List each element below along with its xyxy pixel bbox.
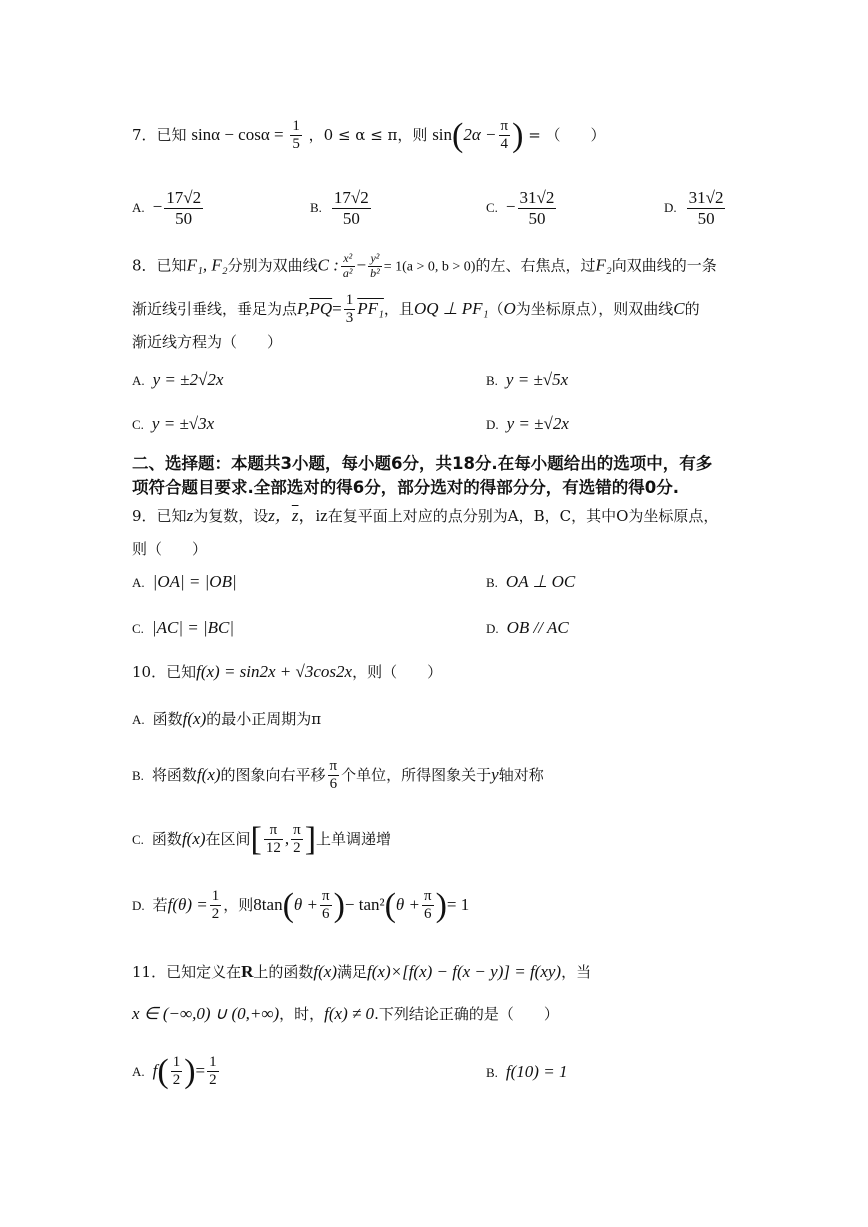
q7-option-c[interactable]	[486, 188, 558, 228]
fraction	[518, 188, 557, 228]
numerator: π	[320, 888, 332, 906]
answer-blank: = （ ）	[528, 125, 606, 144]
left-paren: (	[384, 886, 396, 924]
numerator: 17√2	[333, 188, 369, 207]
option-label: A.	[132, 373, 145, 388]
fraction	[291, 822, 303, 858]
question-text: 的左、右焦点，过	[475, 256, 596, 275]
question-8-line-3: 渐近线方程为（ ）	[132, 333, 283, 351]
math-expression: f(x)	[313, 962, 337, 981]
math-expression: C	[673, 298, 685, 318]
fraction	[422, 888, 434, 924]
q11-option-b[interactable]	[486, 1062, 567, 1082]
fraction	[341, 252, 355, 281]
question-9-line-2: 则（ ）	[132, 540, 208, 558]
question-11-line-2	[132, 1004, 559, 1024]
math-expression: θ +	[395, 894, 420, 914]
left-paren: (	[282, 886, 294, 924]
condition-text: ，0 ≤ α ≤ π，则	[308, 125, 428, 144]
denominator: 12	[265, 840, 281, 857]
math-expression: F₂	[595, 255, 612, 275]
numerator: π	[328, 758, 340, 776]
q9-option-b[interactable]	[486, 572, 575, 592]
section-heading-line-1: 二、选择题：本题共3小题，每小题6分，共18分.在每小题给出的选项中，有多	[132, 454, 713, 473]
variable-z: z	[186, 506, 194, 525]
option-text: 个单位，所得图象关于	[341, 765, 492, 784]
option-text: 的图象向右平移	[220, 765, 326, 784]
math-expression: |AC| = |BC|	[151, 618, 235, 637]
question-9-line-1	[132, 506, 718, 526]
numerator: π	[291, 822, 303, 840]
question-10	[132, 662, 442, 682]
option-label: D.	[486, 621, 499, 636]
numerator: π	[422, 888, 434, 906]
denominator: 50	[342, 208, 360, 228]
option-label: C.	[132, 831, 144, 847]
option-label: C.	[486, 200, 498, 216]
option-label: A.	[132, 712, 145, 727]
q9-option-c[interactable]	[132, 618, 234, 638]
fraction	[368, 252, 382, 281]
q9-option-a[interactable]	[132, 572, 237, 592]
fraction	[499, 118, 511, 154]
question-number: 11．	[132, 963, 167, 981]
option-label: B.	[310, 200, 322, 216]
left-bracket: [	[250, 820, 262, 858]
math-expression: y = ±√5x	[505, 370, 569, 389]
math-expression: y = ±2√2x	[152, 370, 224, 389]
option-text: 轴对称	[498, 765, 544, 784]
fraction	[687, 188, 726, 228]
q7-option-a[interactable]	[132, 188, 205, 228]
left-paren: (	[452, 116, 464, 154]
question-text: ，则（ ）	[352, 663, 443, 681]
question-text: 上的函数	[253, 963, 314, 981]
question-number: 9．	[132, 507, 157, 525]
option-label: D.	[132, 897, 145, 913]
numerator: 1	[210, 888, 222, 906]
math-expression: y = ±√3x	[151, 414, 215, 433]
numerator: x²	[341, 252, 355, 267]
left-paren: (	[157, 1052, 169, 1090]
question-text: 为复数，设	[193, 507, 269, 525]
option-text: 函数	[152, 710, 183, 728]
right-paren: )	[512, 116, 524, 154]
question-7	[132, 118, 606, 154]
fraction	[290, 118, 302, 154]
fraction	[328, 758, 340, 794]
math-expression: C :	[317, 255, 339, 275]
option-text: ，则	[223, 895, 254, 914]
q8-option-d[interactable]	[486, 414, 569, 434]
question-text: 分别为双曲线	[227, 256, 318, 275]
denominator: 50	[528, 208, 546, 228]
fraction	[171, 1054, 183, 1090]
q8-option-a[interactable]	[132, 370, 223, 390]
math-expression: |OA| = |OB|	[152, 572, 237, 591]
right-paren: )	[333, 886, 345, 924]
option-text: 的最小正周期为π	[206, 710, 322, 728]
denominator: 2	[209, 1072, 217, 1089]
numerator: π	[499, 118, 511, 136]
sign: −	[505, 197, 516, 217]
option-label: A.	[132, 575, 145, 590]
question-text: .下列结论正确的是（ ）	[374, 1005, 559, 1023]
fraction	[332, 188, 371, 228]
question-text: 渐近线引垂线，垂足为点	[132, 299, 298, 318]
fraction	[320, 888, 332, 924]
q8-option-b[interactable]	[486, 370, 568, 390]
question-8-line-2	[132, 292, 700, 328]
q10-option-b[interactable]	[132, 758, 544, 794]
denominator: a²	[342, 265, 353, 280]
right-bracket: ]	[304, 820, 317, 858]
math-expression: f(x)	[182, 709, 207, 728]
real-numbers-symbol: R	[241, 962, 254, 981]
option-label: B.	[132, 767, 144, 783]
sign: −	[152, 197, 163, 217]
question-text: 已知	[166, 663, 197, 681]
q11-option-a[interactable]	[132, 1054, 221, 1090]
denominator: b²	[370, 265, 380, 280]
numerator: 31√2	[519, 188, 555, 207]
question-text: ，当	[561, 963, 592, 981]
math-expression: = 1	[446, 894, 470, 914]
numerator: π	[264, 822, 283, 840]
numerator: 1	[344, 292, 356, 310]
option-label: C.	[132, 621, 144, 636]
question-number: 8．	[132, 256, 157, 275]
denominator: 5	[292, 136, 300, 153]
q10-option-c[interactable]: C. 函数f(x)在区间[ $\frac{\pi}{12}$ , $\frac{\pi}{2}$ ]上单调递增	[132, 820, 392, 858]
fraction	[164, 188, 203, 228]
option-label: A.	[132, 200, 145, 216]
vector-pf1: PF₁	[357, 298, 384, 318]
math-expression: P,	[297, 298, 310, 318]
variable-z-conjugate: $\overline{z}$	[291, 506, 299, 525]
math-expression: 8tan	[253, 894, 283, 914]
numerator: 1	[171, 1054, 183, 1072]
variable-z: z，	[268, 506, 292, 525]
math-expression: f(θ) =	[167, 894, 208, 914]
math-expression: f(x)	[181, 828, 206, 848]
right-paren: )	[435, 886, 447, 924]
question-text: 已知定义在	[166, 963, 242, 981]
option-label: A.	[132, 1063, 145, 1079]
math-expression: f(x) ≠ 0	[324, 1004, 375, 1023]
q10-option-d[interactable]	[132, 888, 469, 924]
question-text: 的	[684, 299, 700, 318]
fraction	[264, 822, 283, 858]
sin-function: sin	[432, 124, 453, 144]
denominator: 3	[345, 310, 354, 327]
math-expression: O	[503, 298, 516, 318]
question-text: 向双曲线的一条	[611, 256, 717, 275]
denominator: 2	[293, 840, 301, 857]
functional-equation: f(x)×[f(x) − f(x − y)] = f(xy)	[367, 962, 562, 981]
question-text: 满足	[337, 963, 368, 981]
math-expression: θ +	[293, 894, 318, 914]
denominator: 4	[500, 136, 509, 153]
math-expression: sinα − cosα =	[191, 124, 284, 144]
option-label: B.	[486, 575, 498, 590]
variable-y: y	[491, 764, 499, 784]
domain-expression: x ∈ (−∞,0) ∪ (0,+∞)	[132, 1004, 280, 1023]
option-label: B.	[486, 1065, 498, 1080]
fraction	[210, 888, 222, 924]
math-expression: f(10) = 1	[505, 1062, 568, 1081]
q7-option-d[interactable]	[664, 188, 727, 228]
option-label: C.	[132, 417, 144, 432]
math-expression: OQ ⊥ PF₁	[413, 298, 489, 318]
numerator: y²	[368, 252, 382, 267]
math-expression: f(x)	[196, 764, 221, 784]
question-11-line-1	[132, 962, 591, 982]
question-text: 已知	[156, 507, 187, 525]
question-number: 10．	[132, 663, 167, 681]
numerator: 31√2	[688, 188, 724, 207]
question-text: 已知	[156, 125, 187, 144]
denominator: 50	[697, 208, 715, 228]
math-expression: OB // AC	[506, 618, 569, 637]
equals: =	[195, 1060, 206, 1080]
numerator: 1	[207, 1054, 219, 1072]
variable-iz: ，iz	[298, 506, 328, 525]
fraction	[344, 292, 356, 328]
question-text: 已知	[156, 256, 187, 275]
option-label: B.	[486, 373, 498, 388]
vector-pq: $\overline{PQ}$	[309, 298, 333, 318]
right-paren: )	[184, 1052, 196, 1090]
denominator: 6	[322, 906, 330, 923]
question-text: 为坐标原点），则双曲线	[515, 299, 674, 318]
section-heading-line-2: 项符合题目要求.全部选对的得6分，部分选对的得部分分，有选错的得0分.	[132, 478, 679, 497]
question-text: ，且	[383, 299, 414, 318]
q9-option-d[interactable]	[486, 618, 569, 638]
q10-option-a[interactable]	[132, 708, 321, 729]
q8-option-c[interactable]	[132, 414, 214, 434]
question-text: ，时，	[279, 1005, 325, 1023]
question-8-line-1: 8．已知F₁, F₂分别为双曲线C : $\frac{\text{x²}}{\text{a²}}$ − $\frac{\text{y²}}{\text{b²}}$ = 1(a > 0, b > 0)的左、右焦点，过F₂向双曲线的一条	[132, 251, 717, 280]
question-number: 7．	[132, 125, 157, 144]
option-text: 函数	[151, 829, 182, 848]
math-expression: y = ±√2x	[506, 414, 569, 433]
option-label: D.	[486, 417, 499, 432]
equals: =	[332, 298, 342, 318]
numerator: 1	[290, 118, 302, 136]
option-label: D.	[664, 200, 677, 216]
numerator: 17√2	[166, 188, 202, 207]
question-text: 在复平面上对应的点分别为A，B，C，其中O为坐标原点，	[327, 507, 719, 525]
q7-option-b[interactable]	[310, 188, 373, 228]
option-text: 在区间	[205, 829, 251, 848]
function-f: f	[152, 1060, 158, 1080]
option-text: 将函数	[151, 765, 197, 784]
fraction	[207, 1054, 219, 1090]
denominator: 6	[329, 776, 338, 793]
option-text: 若	[152, 895, 168, 914]
math-expression: F₁, F₂	[186, 255, 228, 275]
denominator: 2	[172, 1072, 181, 1089]
question-text: （	[488, 299, 504, 318]
math-expression: − tan²	[344, 894, 385, 914]
denominator: 6	[424, 906, 432, 923]
denominator: 2	[211, 906, 220, 923]
math-expression: 2α −	[463, 124, 497, 144]
math-expression: OA ⊥ OC	[505, 572, 576, 591]
denominator: 50	[175, 208, 193, 228]
math-expression: = 1(a > 0, b > 0)	[383, 259, 476, 275]
math-expression: f(x) = sin2x + √3cos2x	[196, 662, 353, 681]
option-text: 上单调递增	[316, 829, 392, 848]
